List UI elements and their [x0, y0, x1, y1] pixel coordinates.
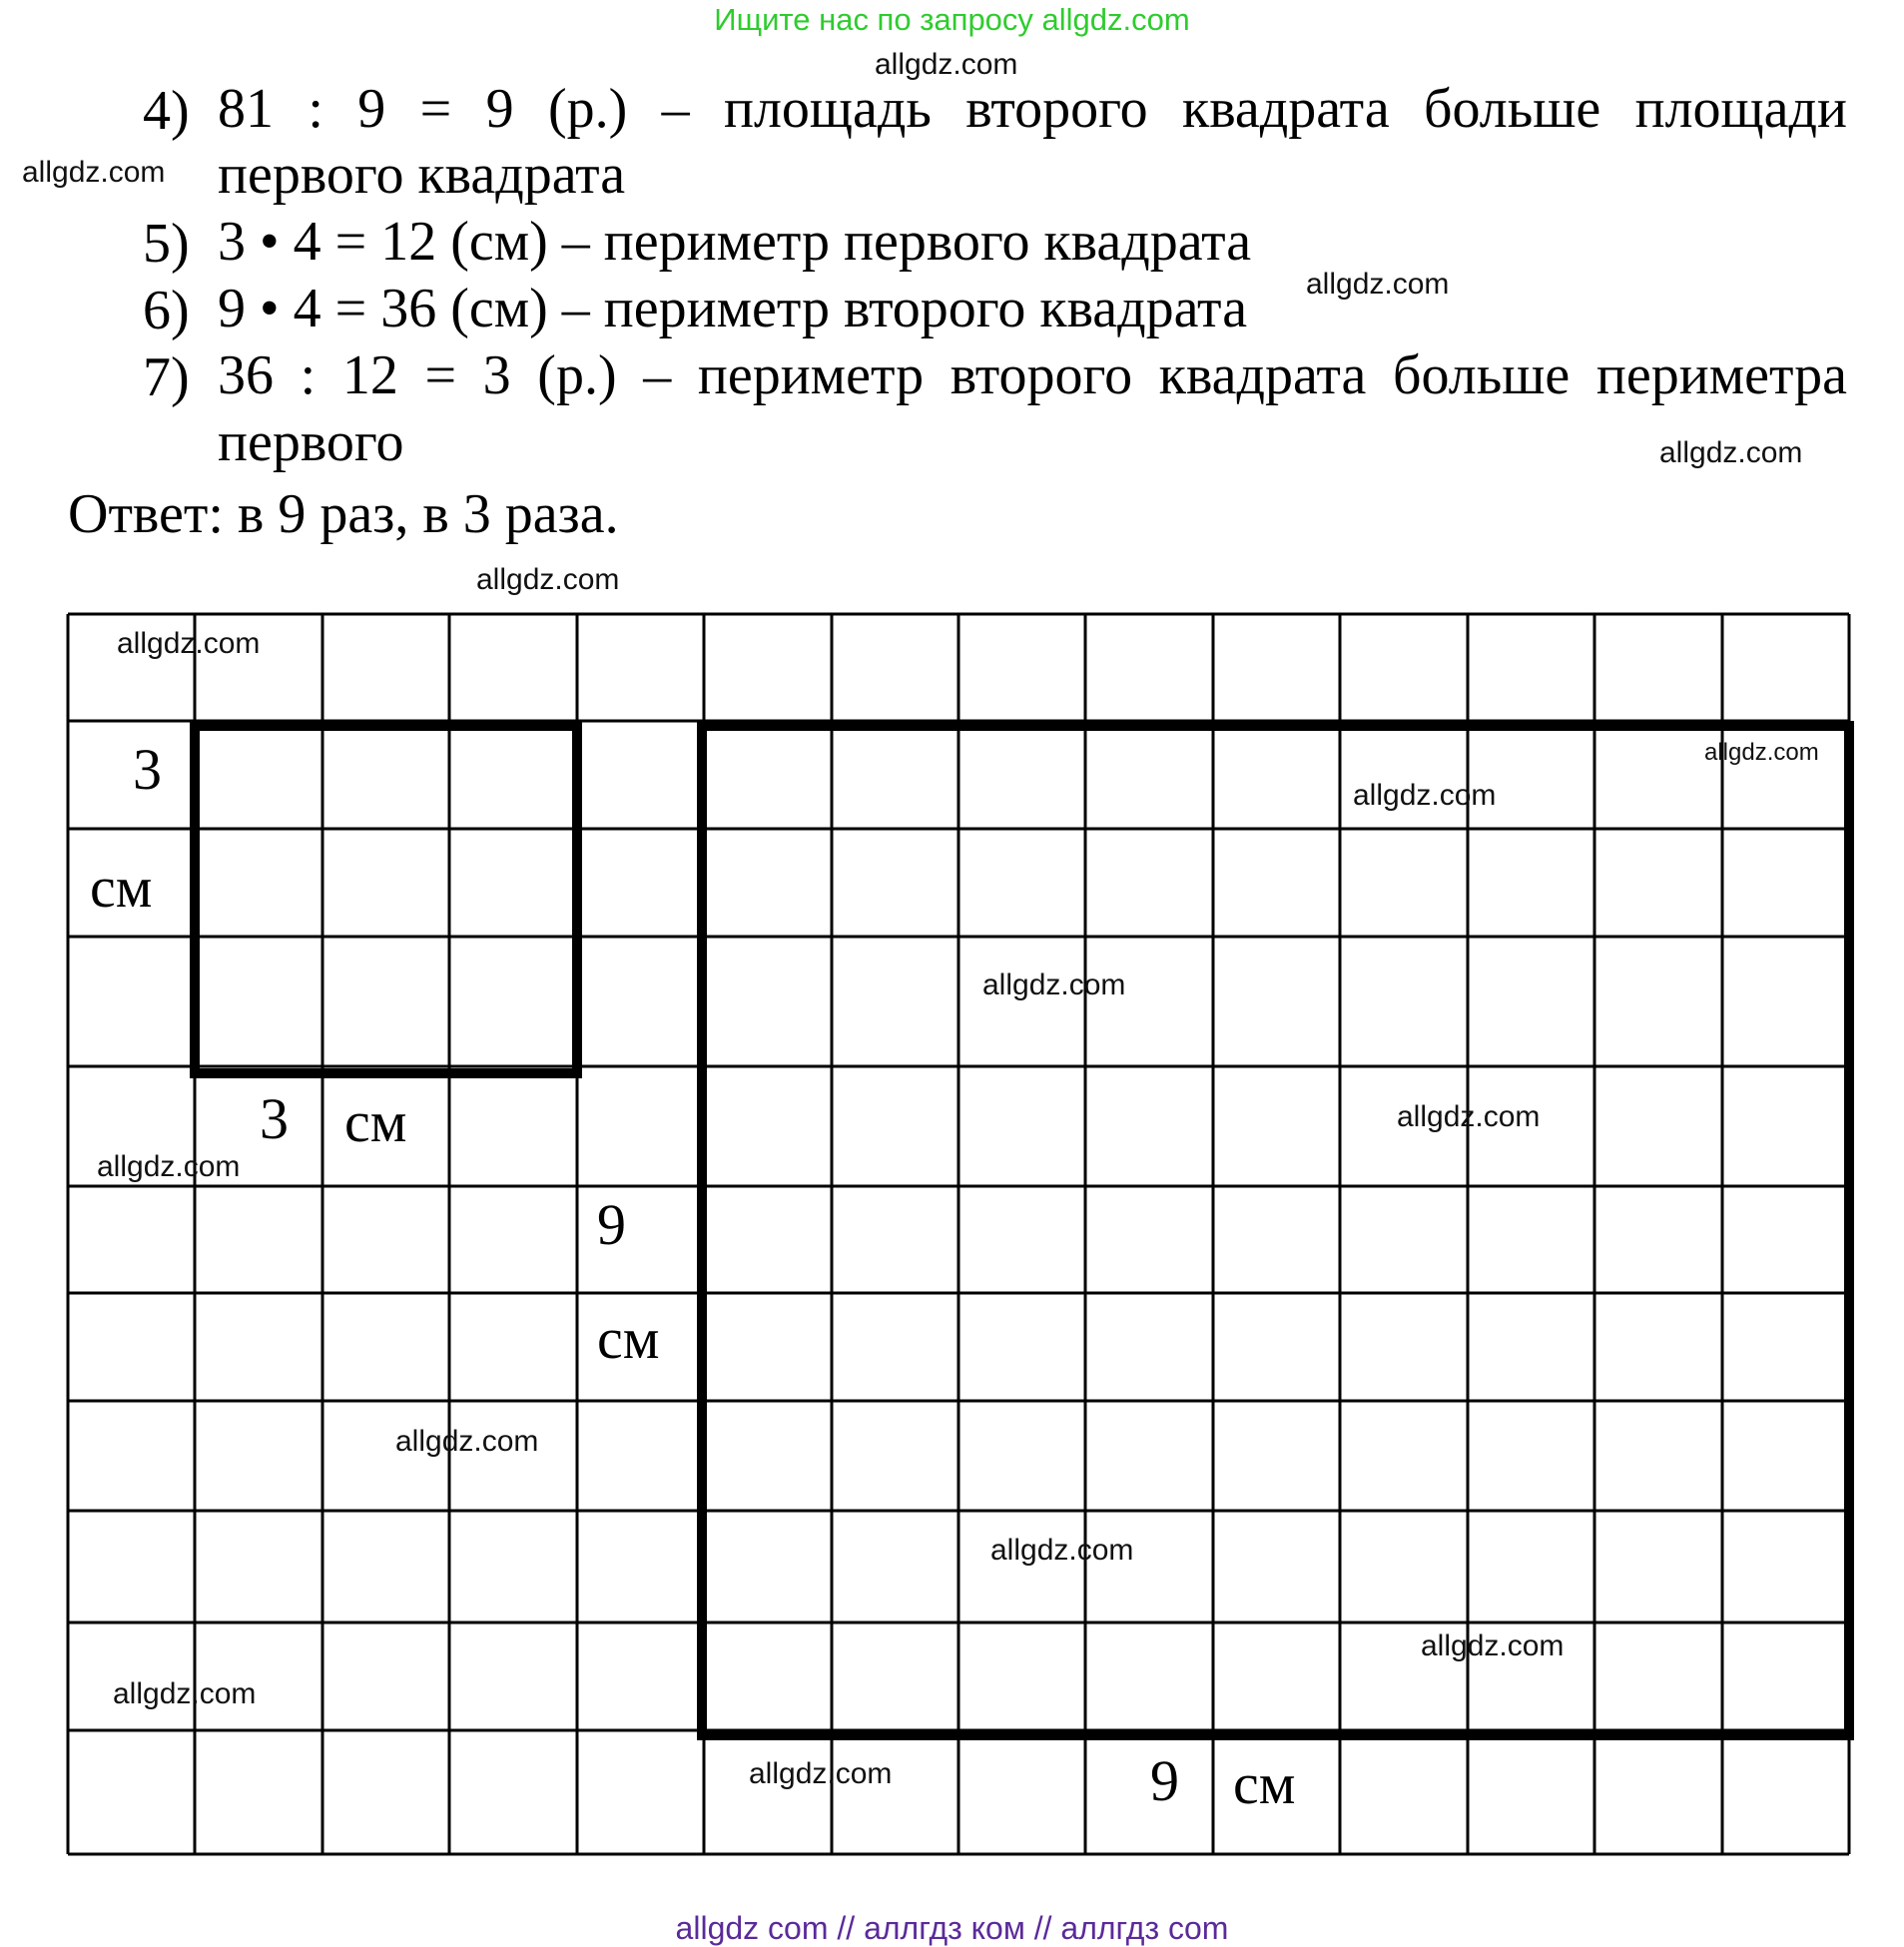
large-square-height-number: 9	[597, 1192, 626, 1257]
top-banner[interactable]: Ищите нас по запросу allgdz.com	[714, 2, 1190, 37]
watermark: allgdz.com	[875, 48, 1018, 81]
small-square-width-number: 3	[260, 1086, 289, 1151]
small-square-height-number: 3	[133, 737, 162, 802]
watermark: allgdz.com	[113, 1677, 257, 1710]
footer[interactable]: allgdz com // аллгдз ком // аллгдз com	[675, 1910, 1229, 1946]
small-square-height-unit: см	[90, 855, 153, 920]
step-7-line-2: первого	[218, 411, 404, 473]
small-square-width-unit: см	[344, 1089, 407, 1154]
watermark: allgdz.com	[1421, 1629, 1565, 1662]
watermark: allgdz.com	[22, 156, 166, 189]
watermark: allgdz.com	[982, 969, 1126, 1001]
step-5-text: 3 • 4 = 12 (см) – периметр первого квадрата	[218, 211, 1252, 273]
watermark: allgdz.com	[395, 1425, 539, 1458]
step-number: 6)	[143, 280, 190, 341]
step-number: 4)	[143, 80, 190, 142]
watermark: allgdz.com	[1704, 739, 1819, 766]
step-number: 7)	[143, 346, 190, 408]
answer: Ответ: в 9 раз, в 3 раза.	[68, 483, 619, 545]
watermark: allgdz.com	[1353, 779, 1497, 812]
watermark: allgdz.com	[1397, 1100, 1541, 1133]
large-square-height-unit: см	[597, 1306, 660, 1371]
step-4-line-2: первого квадрата	[218, 144, 626, 206]
watermark: allgdz.com	[476, 563, 620, 596]
large-square-width-number: 9	[1150, 1748, 1179, 1813]
watermark: allgdz.com	[990, 1534, 1134, 1567]
watermark: allgdz.com	[117, 627, 261, 660]
watermark: allgdz.com	[1306, 268, 1450, 301]
large-square-width-unit: см	[1233, 1751, 1296, 1816]
watermark: allgdz.com	[749, 1757, 893, 1790]
step-number: 5)	[143, 213, 190, 275]
large-square-outline	[702, 726, 1849, 1735]
step-4-line-1: 81 : 9 = 9 (р.) – площадь второго квадрата больше площади	[218, 78, 1847, 140]
watermark: allgdz.com	[97, 1150, 241, 1183]
step-7-line-1: 36 : 12 = 3 (р.) – периметр второго квадрата больше периметра	[218, 344, 1847, 406]
watermark: allgdz.com	[1659, 436, 1803, 469]
small-square-outline	[195, 726, 577, 1073]
step-6-text: 9 • 4 = 36 (см) – периметр второго квадрата	[218, 278, 1248, 339]
